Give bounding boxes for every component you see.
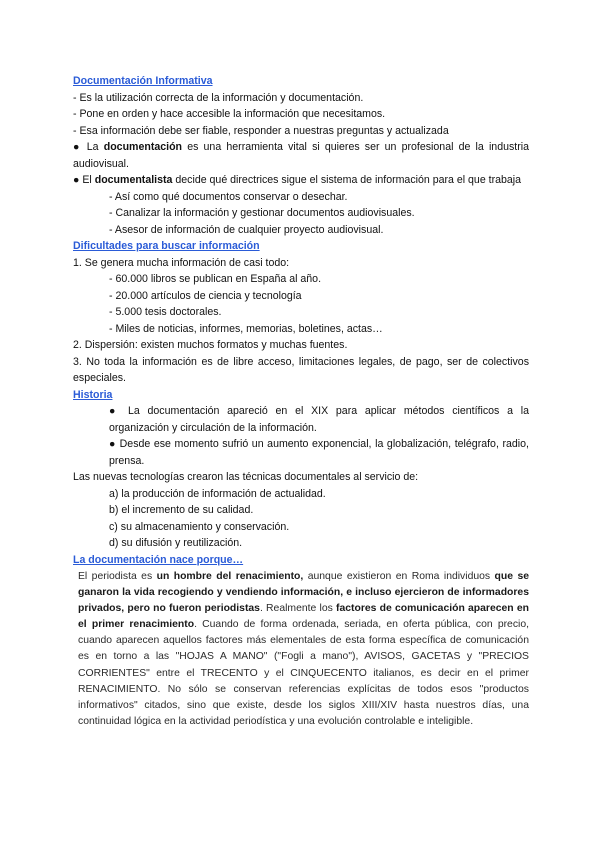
bold-run: que se ganaron la vida recogiendo y vendiendo información, e incluso ejercieron de informadores privados, pero no fueron periodistas	[78, 571, 530, 615]
bullet-text: es una herramienta vital si quieres ser un profesional de la industria audiovisual.	[73, 141, 529, 170]
document-page	[73, 73, 529, 730]
text-line: - Pone en orden y hace accesible la información que necesitamos.	[73, 108, 386, 120]
sub-line: - Así como qué documentos conservar o desechar.	[109, 190, 348, 203]
bold-term: documentación	[103, 141, 183, 153]
historia-bullet: ● La documentación apareció en el XIX para aplicar métodos científicos a la organización y circulación de la información.	[109, 405, 529, 434]
scanned-paragraph	[73, 569, 529, 730]
text-run: . Realmente los	[259, 603, 336, 615]
sub-item: - 20.000 artículos de ciencia y tecnología	[109, 289, 302, 302]
historia-bullet: ● Desde ese momento sufrió un aumento exponencial, la globalización, telégrafo, radio, prensa.	[109, 438, 529, 467]
heading-historia[interactable]: Historia	[73, 388, 113, 401]
text-line: - Es la utilización correcta de la información y documentación.	[73, 91, 364, 104]
sub-item: - Miles de noticias, informes, memorias, boletines, actas…	[109, 322, 383, 335]
bold-term: documentalista	[94, 174, 173, 186]
bullet-prefix: ● El	[73, 174, 95, 186]
bullet-documentalista	[73, 172, 529, 189]
list-item: a) la producción de información de actualidad.	[109, 487, 326, 500]
historia-intro: Las nuevas tecnologías crearon las técnicas documentales al servicio de:	[73, 471, 419, 483]
numbered-item-2: 2. Dispersión: existen muchos formatos y muchas fuentes.	[73, 339, 348, 351]
list-item: d) su difusión y reutilización.	[109, 537, 243, 549]
text-run: aunque existieron en Roma individuos	[303, 571, 495, 582]
text-run: El periodista es	[78, 571, 157, 582]
text-run: . Cuando de forma ordenada, seriada, en oferta pública, con precio, cuando aparecen aquellos factores más elementales de esta forma específica de comunicación es en torno a las "HOJAS A MANO" ("Fogli a mano"), AVISOS, GACETAS y "PRECIOS CORRIENTES" entre el TRECENTO y el CINQUECENTO italianos, es decir en el primer RENACIMIENTO. No sólo se conservan referencias explícitas de todos esos "productos informativos" citados, sino que existe, desde los siglos XIII/XIV hasta nuestros días, una continuidad lógica en la actividad periodística y una evolución controlable e inteligible.	[78, 619, 530, 727]
bullet-prefix: ● La	[73, 141, 104, 153]
sub-item: - 60.000 libros se publican en España al año.	[109, 273, 322, 285]
list-item: b) el incremento de su calidad.	[109, 504, 254, 516]
text-line: - Esa información debe ser fiable, responder a nuestras preguntas y actualizada	[73, 124, 449, 137]
bullet-text: decide qué directrices sigue el sistema de información para el que trabaja	[172, 174, 522, 186]
sub-line: - Canalizar la información y gestionar documentos audiovisuales.	[109, 207, 415, 219]
sub-item: - 5.000 tesis doctorales.	[109, 306, 222, 318]
bold-run: un hombre del renacimiento,	[156, 571, 304, 582]
heading-documentacion-informativa[interactable]: Documentación Informativa	[73, 75, 213, 87]
bullet-documentacion	[73, 139, 529, 172]
list-item: c) su almacenamiento y conservación.	[109, 520, 290, 533]
bold-run: factores de comunicación aparecen en el primer renacimiento	[78, 603, 529, 631]
numbered-item-1: 1. Se genera mucha información de casi todo:	[73, 256, 290, 269]
heading-dificultades[interactable]: Dificultades para buscar información	[73, 240, 260, 252]
sub-line: - Asesor de información de cualquier proyecto audiovisual.	[109, 223, 384, 236]
numbered-item-3: 3. No toda la información es de libre acceso, limitaciones legales, de pago, ser de colectivos especiales.	[73, 355, 529, 384]
heading-nace-porque[interactable]: La documentación nace porque…	[73, 553, 244, 566]
